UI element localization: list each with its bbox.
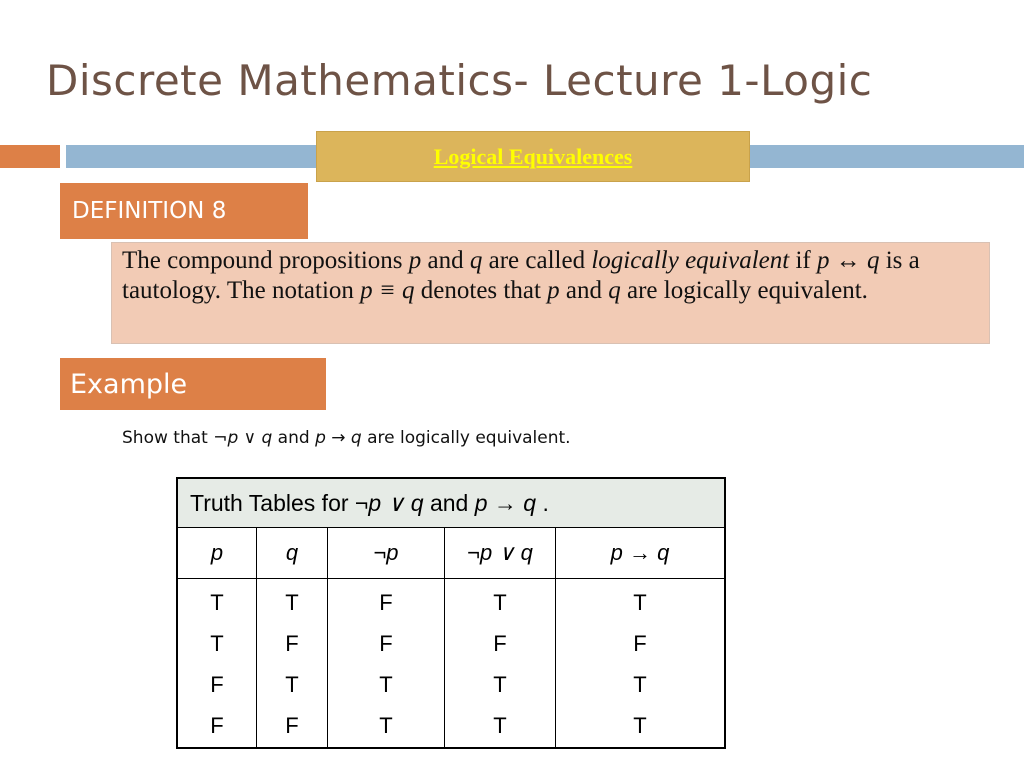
decorative-stripe-blue-right — [750, 145, 1024, 168]
table-cell: T — [210, 590, 224, 615]
header-not-p: ¬p — [328, 528, 445, 579]
table-cell: F — [285, 713, 299, 738]
table-cell: T — [379, 672, 393, 697]
table-cell: F — [379, 631, 393, 656]
table-cell: T — [493, 713, 507, 738]
caption-text-1: Truth Tables for — [190, 489, 355, 516]
caption-text-3: . — [536, 489, 549, 516]
truth-table-caption — [177, 478, 725, 528]
definition-var-q-2: q — [608, 277, 621, 304]
table-cell: T — [633, 590, 647, 615]
definition-text-1: The compound propositions — [122, 247, 409, 274]
section-label — [316, 131, 750, 182]
table-cell: T — [210, 631, 224, 656]
table-cell: T — [379, 713, 393, 738]
definition-text-3: are called — [482, 247, 592, 274]
column-not-p-or-q-values — [445, 579, 556, 749]
table-cell: T — [493, 672, 507, 697]
table-cell: F — [633, 631, 647, 656]
decorative-stripe-orange — [0, 145, 60, 168]
definition-box — [111, 242, 990, 344]
definition-text-2: and — [421, 247, 470, 274]
table-cell: F — [379, 590, 393, 615]
definition-equivalence: p ≡ q — [360, 277, 415, 304]
truth-table-values-row — [177, 579, 725, 749]
caption-expr-2: p → q — [474, 489, 537, 516]
table-cell: T — [633, 672, 647, 697]
example-text-3: are logically equivalent. — [361, 428, 571, 448]
column-q-values — [257, 579, 328, 749]
slide-title: Discrete Mathematics- Lecture 1-Logic — [46, 56, 873, 105]
table-cell: T — [493, 590, 507, 615]
header-p: p — [177, 528, 257, 579]
column-not-p-values — [328, 579, 445, 749]
table-cell: F — [285, 631, 299, 656]
caption-expr-1: ¬p ∨ q — [354, 489, 424, 516]
example-statement — [122, 428, 571, 448]
example-tab — [60, 358, 326, 410]
header-q: q — [257, 528, 328, 579]
definition-text-5: is a tautology. The notation — [122, 247, 920, 304]
definition-var-p: p — [408, 247, 422, 274]
decorative-stripe-blue-left — [66, 145, 316, 168]
definition-text-8: are logically equivalent. — [620, 277, 868, 304]
column-p-implies-q-values — [556, 579, 726, 749]
definition-text-7: and — [559, 277, 609, 304]
truth-table-header-row — [177, 528, 725, 579]
definition-tab — [60, 183, 308, 239]
truth-table — [176, 477, 726, 749]
table-cell: F — [493, 631, 507, 656]
table-cell: F — [210, 713, 224, 738]
table-cell: F — [210, 672, 224, 697]
table-cell: T — [285, 672, 299, 697]
caption-text-2: and — [423, 489, 475, 516]
definition-term: logically equivalent — [591, 247, 790, 274]
definition-tab-label: DEFINITION 8 — [72, 198, 227, 224]
example-expr-2: p → q — [315, 428, 362, 448]
definition-biconditional: p ↔ q — [816, 247, 880, 274]
table-cell: T — [285, 590, 299, 615]
definition-var-p-2: p — [547, 277, 560, 304]
truth-table-caption-row — [177, 478, 725, 528]
header-p-implies-q: p → q — [556, 528, 726, 579]
example-expr-1: ¬p ∨ q — [213, 428, 273, 448]
column-p-values — [177, 579, 257, 749]
example-text-1: Show that — [122, 428, 214, 448]
definition-var-q: q — [469, 247, 483, 274]
example-text-2: and — [272, 428, 316, 448]
definition-text-6: denotes that — [414, 277, 548, 304]
example-tab-label: Example — [70, 368, 188, 400]
section-label-text: Logical Equivalences — [433, 143, 633, 169]
definition-text-4: if — [789, 247, 817, 274]
header-not-p-or-q: ¬p ∨ q — [445, 528, 556, 579]
table-cell: T — [633, 713, 647, 738]
